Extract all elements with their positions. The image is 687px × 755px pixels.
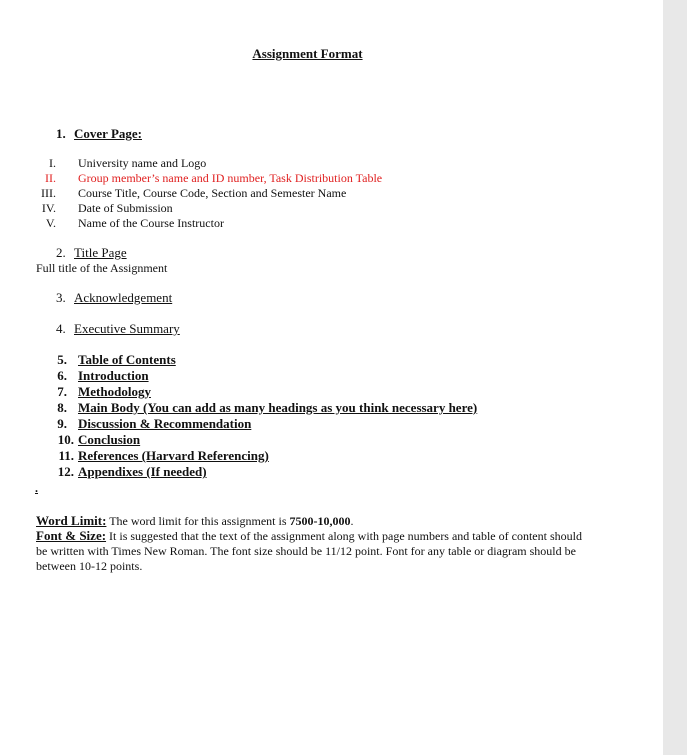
list-item-10: 10. Conclusion — [57, 432, 141, 447]
word-limit-label: Word Limit: — [36, 513, 107, 528]
list-item-12: 12. Appendixes (If needed) — [57, 464, 207, 479]
font-size-label: Font & Size: — [36, 528, 107, 543]
title-page-label: Title Page — [74, 245, 127, 260]
bullet-mark: . — [35, 481, 38, 495]
list-item-9: 9. Discussion & Recommendation — [57, 416, 252, 431]
scrollbar-track[interactable] — [663, 0, 687, 755]
font-size-paragraph: Font & Size: It is suggested that the text of the assignment along with page numbers and table of content should be written with Times New Roman. The font size should be 11/12 point. Font for any table or diagram should be between 10-12 points. — [36, 528, 582, 573]
word-limit-paragraph: Word Limit: The word limit for this assignment is 7500-10,000. — [36, 513, 354, 528]
list-item-6: 6. Introduction — [57, 368, 149, 383]
acknowledgement-heading: 3. Acknowledgement — [56, 290, 173, 305]
cover-page-label: Cover Page: — [74, 126, 142, 141]
cover-page-number: 1. — [56, 126, 66, 141]
full-title-text: Full title of the Assignment — [36, 261, 168, 275]
title-page-heading: 2. Title Page — [56, 245, 127, 260]
list-item-11: 11. References (Harvard Referencing) — [58, 448, 269, 463]
list-item-8: 8. Main Body (You can add as many headings as you think necessary here) — [57, 400, 478, 415]
roman-item-5: V. Name of the Course Instructor — [45, 216, 224, 230]
roman-item-1: I. University name and Logo — [49, 156, 207, 170]
cover-page-heading — [56, 126, 142, 142]
word-limit-value: 7500-10,000 — [289, 514, 351, 528]
roman-item-3: III. Course Title, Course Code, Section and Semester Name — [41, 186, 347, 200]
roman-item-2: II. Group member’s name and ID number, Task Distribution Table — [45, 171, 383, 185]
roman-item-4: IV. Date of Submission — [41, 201, 173, 215]
list-item-5: 5. Table of Contents — [57, 352, 176, 367]
executive-summary-heading: 4. Executive Summary — [56, 321, 180, 336]
list-item-7: 7. Methodology — [57, 384, 151, 399]
document-title: Assignment Format — [252, 46, 363, 61]
